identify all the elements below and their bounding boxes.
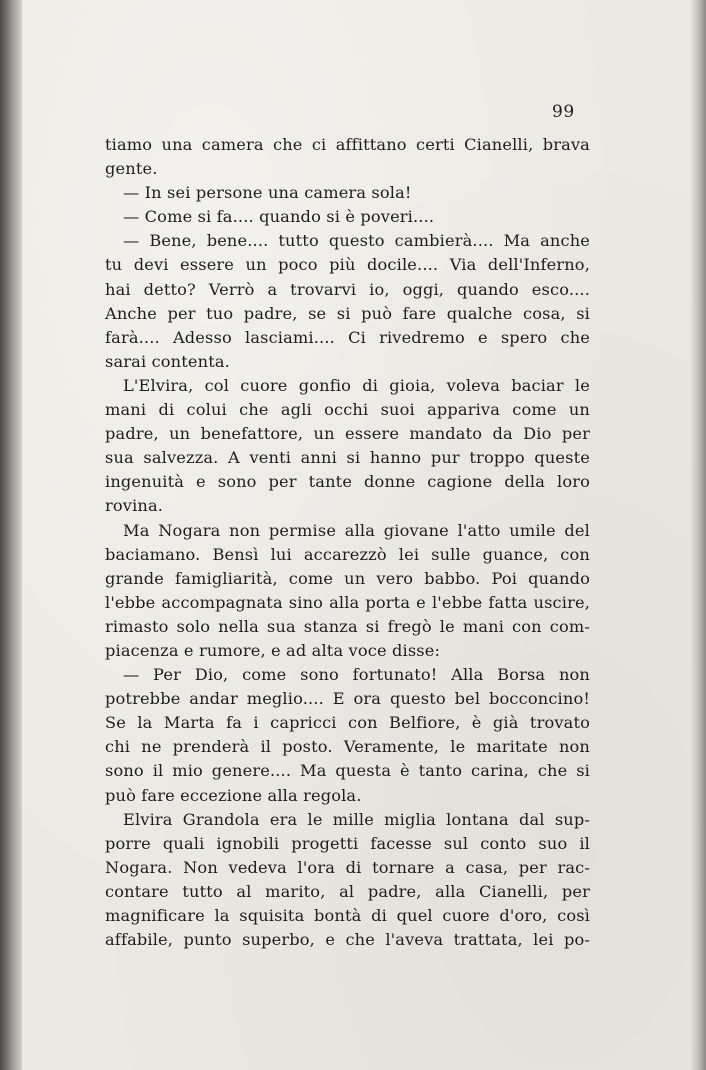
text-line: tiamo una camera che ci affittano certi Cianelli, brava (105, 135, 590, 154)
text-line: farà.... Adesso lasciami.... Ci rivedremo e spero che (105, 327, 590, 347)
text-line: sarai contenta. (105, 351, 230, 371)
text-line: — In sei persone una camera sola! (123, 183, 412, 203)
text-line: contare tutto al marito, al padre, alla Cianelli, per (105, 881, 590, 901)
page-binding-shadow (0, 0, 22, 1070)
page-edge-shadow (690, 0, 706, 1070)
text-line: Se la Marta fa i capricci con Belfiore, è già trovato (105, 713, 590, 733)
text-line: — Bene, bene.... tutto questo cambierà.... Ma anche (123, 231, 590, 251)
body-text (105, 133, 590, 952)
text-line: rovina. (105, 496, 164, 516)
text-line: — Come si fa.... quando si è poveri.... (123, 207, 435, 227)
text-line: Ma Nogara non permise alla giovane l'atto umile del (123, 520, 590, 540)
text-line: mani di colui che agli occhi suoi appariva come un (105, 400, 590, 420)
text-line: chi ne prenderà il posto. Veramente, le maritate non (105, 737, 590, 757)
text-line: gente. (105, 159, 158, 179)
text-line: — Per Dio, come sono fortunato! Alla Borsa non (123, 665, 590, 685)
page-number: 99 (552, 102, 575, 122)
text-line: Anche per tuo padre, se si può fare qualche cosa, si (105, 303, 590, 323)
text-line: padre, un benefattore, un essere mandato da Dio per (105, 424, 590, 444)
text-line: Elvira Grandola era le mille miglia lontana dal sup- (123, 809, 590, 829)
text-line: sono il mio genere.... Ma questa è tanto carina, che si (105, 761, 590, 781)
text-line: baciamano. Bensì lui accarezzò lei sulle guance, con (105, 544, 590, 564)
text-line: piacenza e rumore, e ad alta voce disse: (105, 640, 441, 660)
text-line: Nogara. Non vedeva l'ora di tornare a casa, per rac- (105, 857, 590, 877)
text-line: hai detto? Verrò a trovarvi io, oggi, quando esco.... (105, 279, 590, 299)
text-line: rimasto solo nella sua stanza si fregò le mani con com- (105, 616, 590, 636)
text-line: magnificare la squisita bontà di quel cuore d'oro, così (105, 906, 590, 925)
text-line: grande famigliarità, come un vero babbo. Poi quando (105, 568, 590, 588)
text-line: può fare eccezione alla regola. (105, 785, 362, 805)
text-line: L'Elvira, col cuore gonfio di gioia, voleva baciar le (123, 375, 590, 395)
text-line: affabile, punto superbo, e che l'aveva trattata, lei po- (105, 930, 590, 950)
text-line: potrebbe andar meglio.... E ora questo bel bocconcino! (105, 689, 590, 709)
text-line: l'ebbe accompagnata sino alla porta e l'ebbe fatta uscire, (105, 592, 590, 612)
text-line: sua salvezza. A venti anni si hanno pur troppo queste (105, 448, 590, 468)
text-line: ingenuità e sono per tante donne cagione della loro (105, 472, 590, 492)
text-line: porre quali ignobili progetti facesse sul conto suo il (105, 833, 590, 853)
text-line: tu devi essere un poco più docile.... Via dell'Inferno, (105, 255, 590, 275)
